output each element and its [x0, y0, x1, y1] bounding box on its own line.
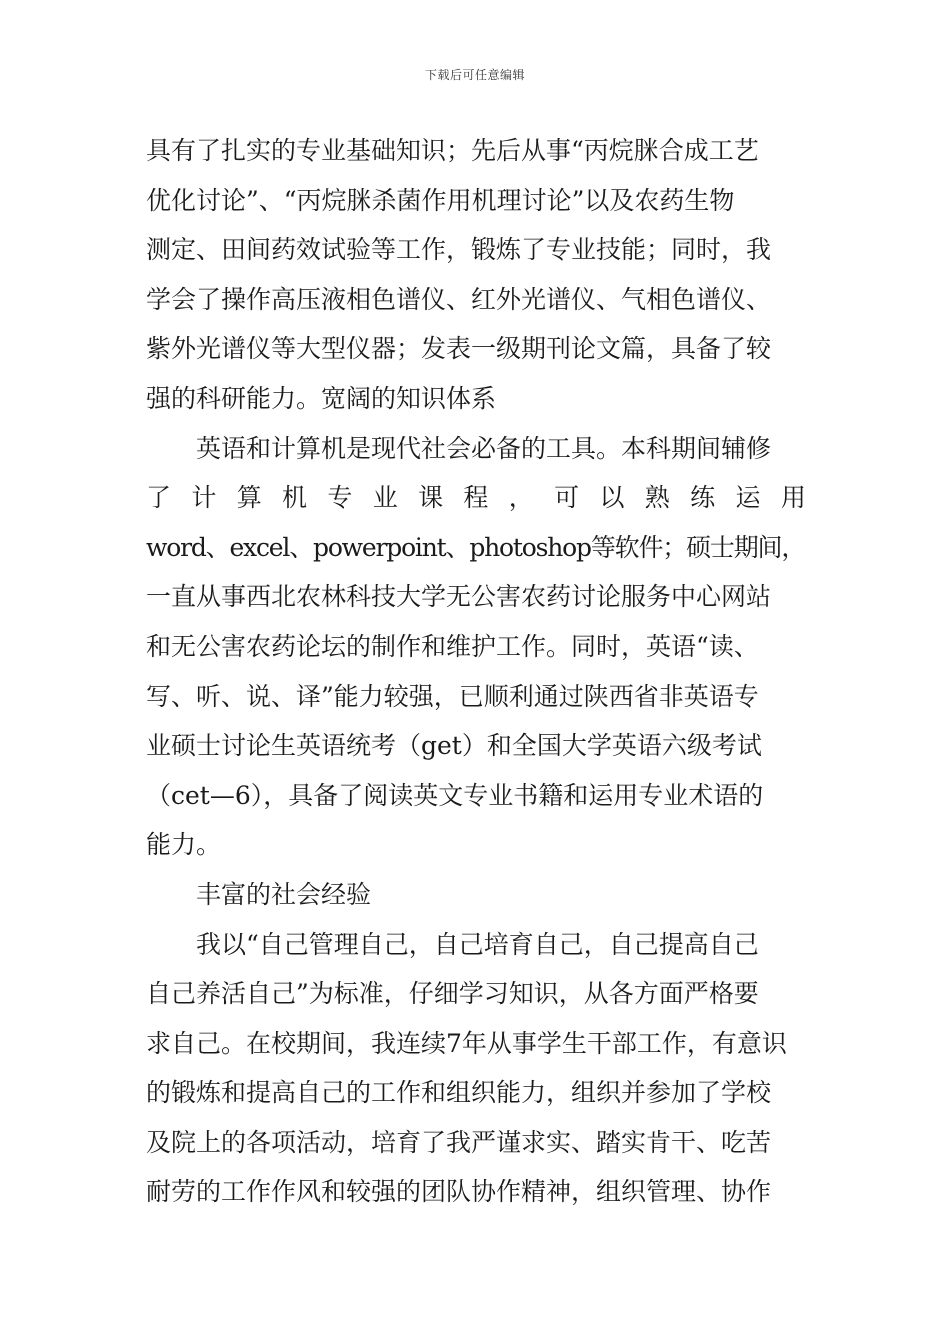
text-line: 学会了操作高压液相色谱仪、红外光谱仪、气相色谱仪、: [146, 284, 772, 314]
text-line: 自己养活自己”为标准，仔细学习知识，从各方面严格要: [146, 979, 759, 1009]
justified-char: 以: [599, 483, 625, 513]
justified-line: [146, 473, 806, 523]
text-line: 能力。: [146, 830, 222, 860]
text-line: 耐劳的工作作风和较强的团队协作精神，组织管理、协作: [146, 1177, 772, 1207]
text-line: 强的科研能力。宽阔的知识体系: [146, 383, 497, 413]
justified-char: 用: [780, 483, 806, 513]
justified-char: 程: [463, 483, 489, 513]
text-line: 的锻炼和提高自己的工作和组织能力，组织并参加了学校: [146, 1078, 772, 1108]
paragraph-first-line: 英语和计算机是现代社会必备的工具。本科期间辅修: [196, 433, 772, 463]
text-line: 具有了扎实的专业基础知识；先后从事“丙烷脒合成工艺: [146, 136, 759, 165]
justified-char: 算: [236, 483, 262, 513]
justified-char: 熟: [644, 483, 670, 513]
text-line: 求自己。在校期间，我连续7年从事学生干部工作，有意识: [146, 1028, 787, 1058]
justified-char: 可: [554, 483, 580, 513]
text-line: 一直从事西北农林科技大学无公害农药讨论服务中心网站: [146, 582, 772, 612]
justified-char: 练: [690, 483, 716, 513]
text-line: 优化讨论”、“丙烷脒杀菌作用机理讨论”以及农药生物: [146, 185, 735, 215]
text-line: 测定、田间药效试验等工作，锻炼了专业技能；同时，我: [146, 235, 772, 265]
justified-char: 计: [191, 483, 217, 513]
section-heading: 丰富的社会经验: [196, 879, 372, 909]
text-line: 业硕士讨论生英语统考（get）和全国大学英语六级考试: [146, 731, 762, 761]
text-line: （cet—6），具备了阅读英文专业书籍和运用专业术语的: [146, 780, 764, 810]
justified-char: 机: [282, 483, 308, 513]
paragraph-first-line: 我以“自己管理自己，自己培育自己，自己提高自己: [196, 929, 759, 959]
text-line: 写、听、说、译”能力较强，已顺利通过陕西省非英语专: [146, 681, 759, 711]
justified-char: 业: [372, 483, 398, 513]
justified-char: 课: [418, 483, 444, 513]
text-line: 紫外光谱仪等大型仪器；发表一级期刊论文篇，具备了较: [146, 334, 772, 364]
justified-char: 了: [146, 483, 172, 513]
text-line: word、excel、powerpoint、photoshop等软件；硕士期间，: [146, 532, 806, 562]
justified-char: 专: [327, 483, 353, 513]
text-line: 及院上的各项活动，培育了我严谨求实、踏实肯干、吃苦: [146, 1127, 772, 1157]
justified-char: 运: [735, 483, 761, 513]
page-header: 下载后可任意编辑: [424, 68, 525, 82]
justified-char: ，: [508, 483, 534, 513]
body-text: [146, 126, 806, 1217]
text-line: 和无公害农药论坛的制作和维护工作。同时，英语“读、: [146, 631, 759, 661]
